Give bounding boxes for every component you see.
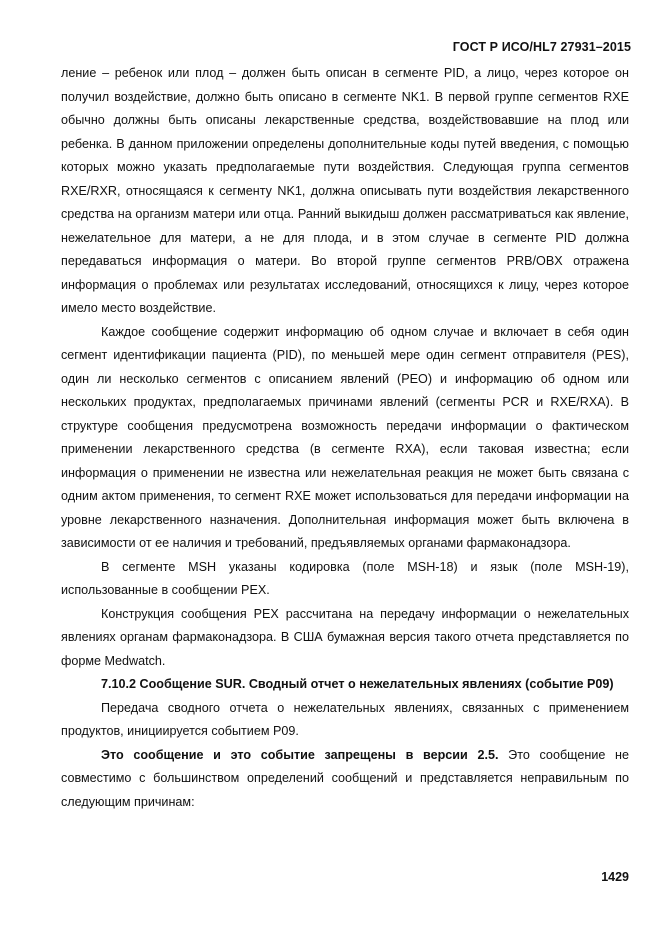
paragraph-msh-segment: В сегменте MSH указаны кодировка (поле MSH-18) и язык (поле MSH-19), использованные в сообщении PEX. [61,559,629,597]
deprecation-notice: Это сообщение и это событие запрещены в версии 2.5. [101,747,499,762]
paragraph-deprecation [61,744,629,815]
section-heading: 7.10.2 Сообщение SUR. Сводный отчет о нежелательных явлениях (событие P09) [101,677,614,691]
paragraph-message-content: Каждое сообщение содержит информацию об одном случае и включает в себя один сегмент идентификации пациента (PID), по меньшей мере один сегмент отправителя (PES), один ли несколько сегментов с описанием явлений (PEO) и информацию об одном или нескольких продуктах, предполагаемых причинами явлений (сегменты PCR и RXE/RXA). В структуре сообщения предусмотрена возможность передачи информации о фактическом применении лекарственного средства (в сегменте RXA), если таковая известна; если информация о применении не известна или нежелательная реакция не может быть связана с одним актом применения, то сегмент RXE может использоваться для передачи информации на уровне лекарственного назначения. Дополнительная информация может быть включена в зависимости от ее наличия и требований, предъявляемых органами фармаконадзора. [61,324,629,550]
page-number: 1429 [601,870,629,884]
paragraph-continuation: ление – ребенок или плод – должен быть описан в сегменте PID, а лицо, через которое он получил воздействие, должно быть описано в сегменте NK1. В первой группе сегментов RXE обычно должны быть описаны лекарственные средства, воздействовавшие на плод или ребенка. В данном приложении определены дополнительные коды путей введения, с помощью которых можно указать предполагаемые пути воздействия. Следующая группа сегментов RXE/RXR, относящаяся к сегменту NK1, должна описывать пути воздействия лекарственного средства на организм матери или отца. Ранний выкидыш должен рассматриваться как явление, нежелательное для матери, а не для плода, и в этом случае в сегменте PID должна передаваться информация о матери. Во второй группе сегментов PRB/OBX отражена информация о проблемах или результатах исследований, относящихся к лицу, через которое имело место воздействие. [61,66,629,315]
deprecation-explanation: Это сообщение не совместимо с большинством определений сообщений и представляется неправильным по следующим причинам: [61,747,630,809]
page-body [61,62,629,814]
document-header: ГОСТ Р ИСО/HL7 27931–2015 [452,40,631,54]
paragraph-pex-construction: Конструкция сообщения PEX рассчитана на передачу информации о нежелательных явлениях органам фармаконадзора. В США бумажная версия такого отчета представляется по форме Medwatch. [61,606,629,668]
paragraph-summary-report: Передача сводного отчета о нежелательных явлениях, связанных с применением продуктов, инициируется событием P09. [61,700,629,738]
